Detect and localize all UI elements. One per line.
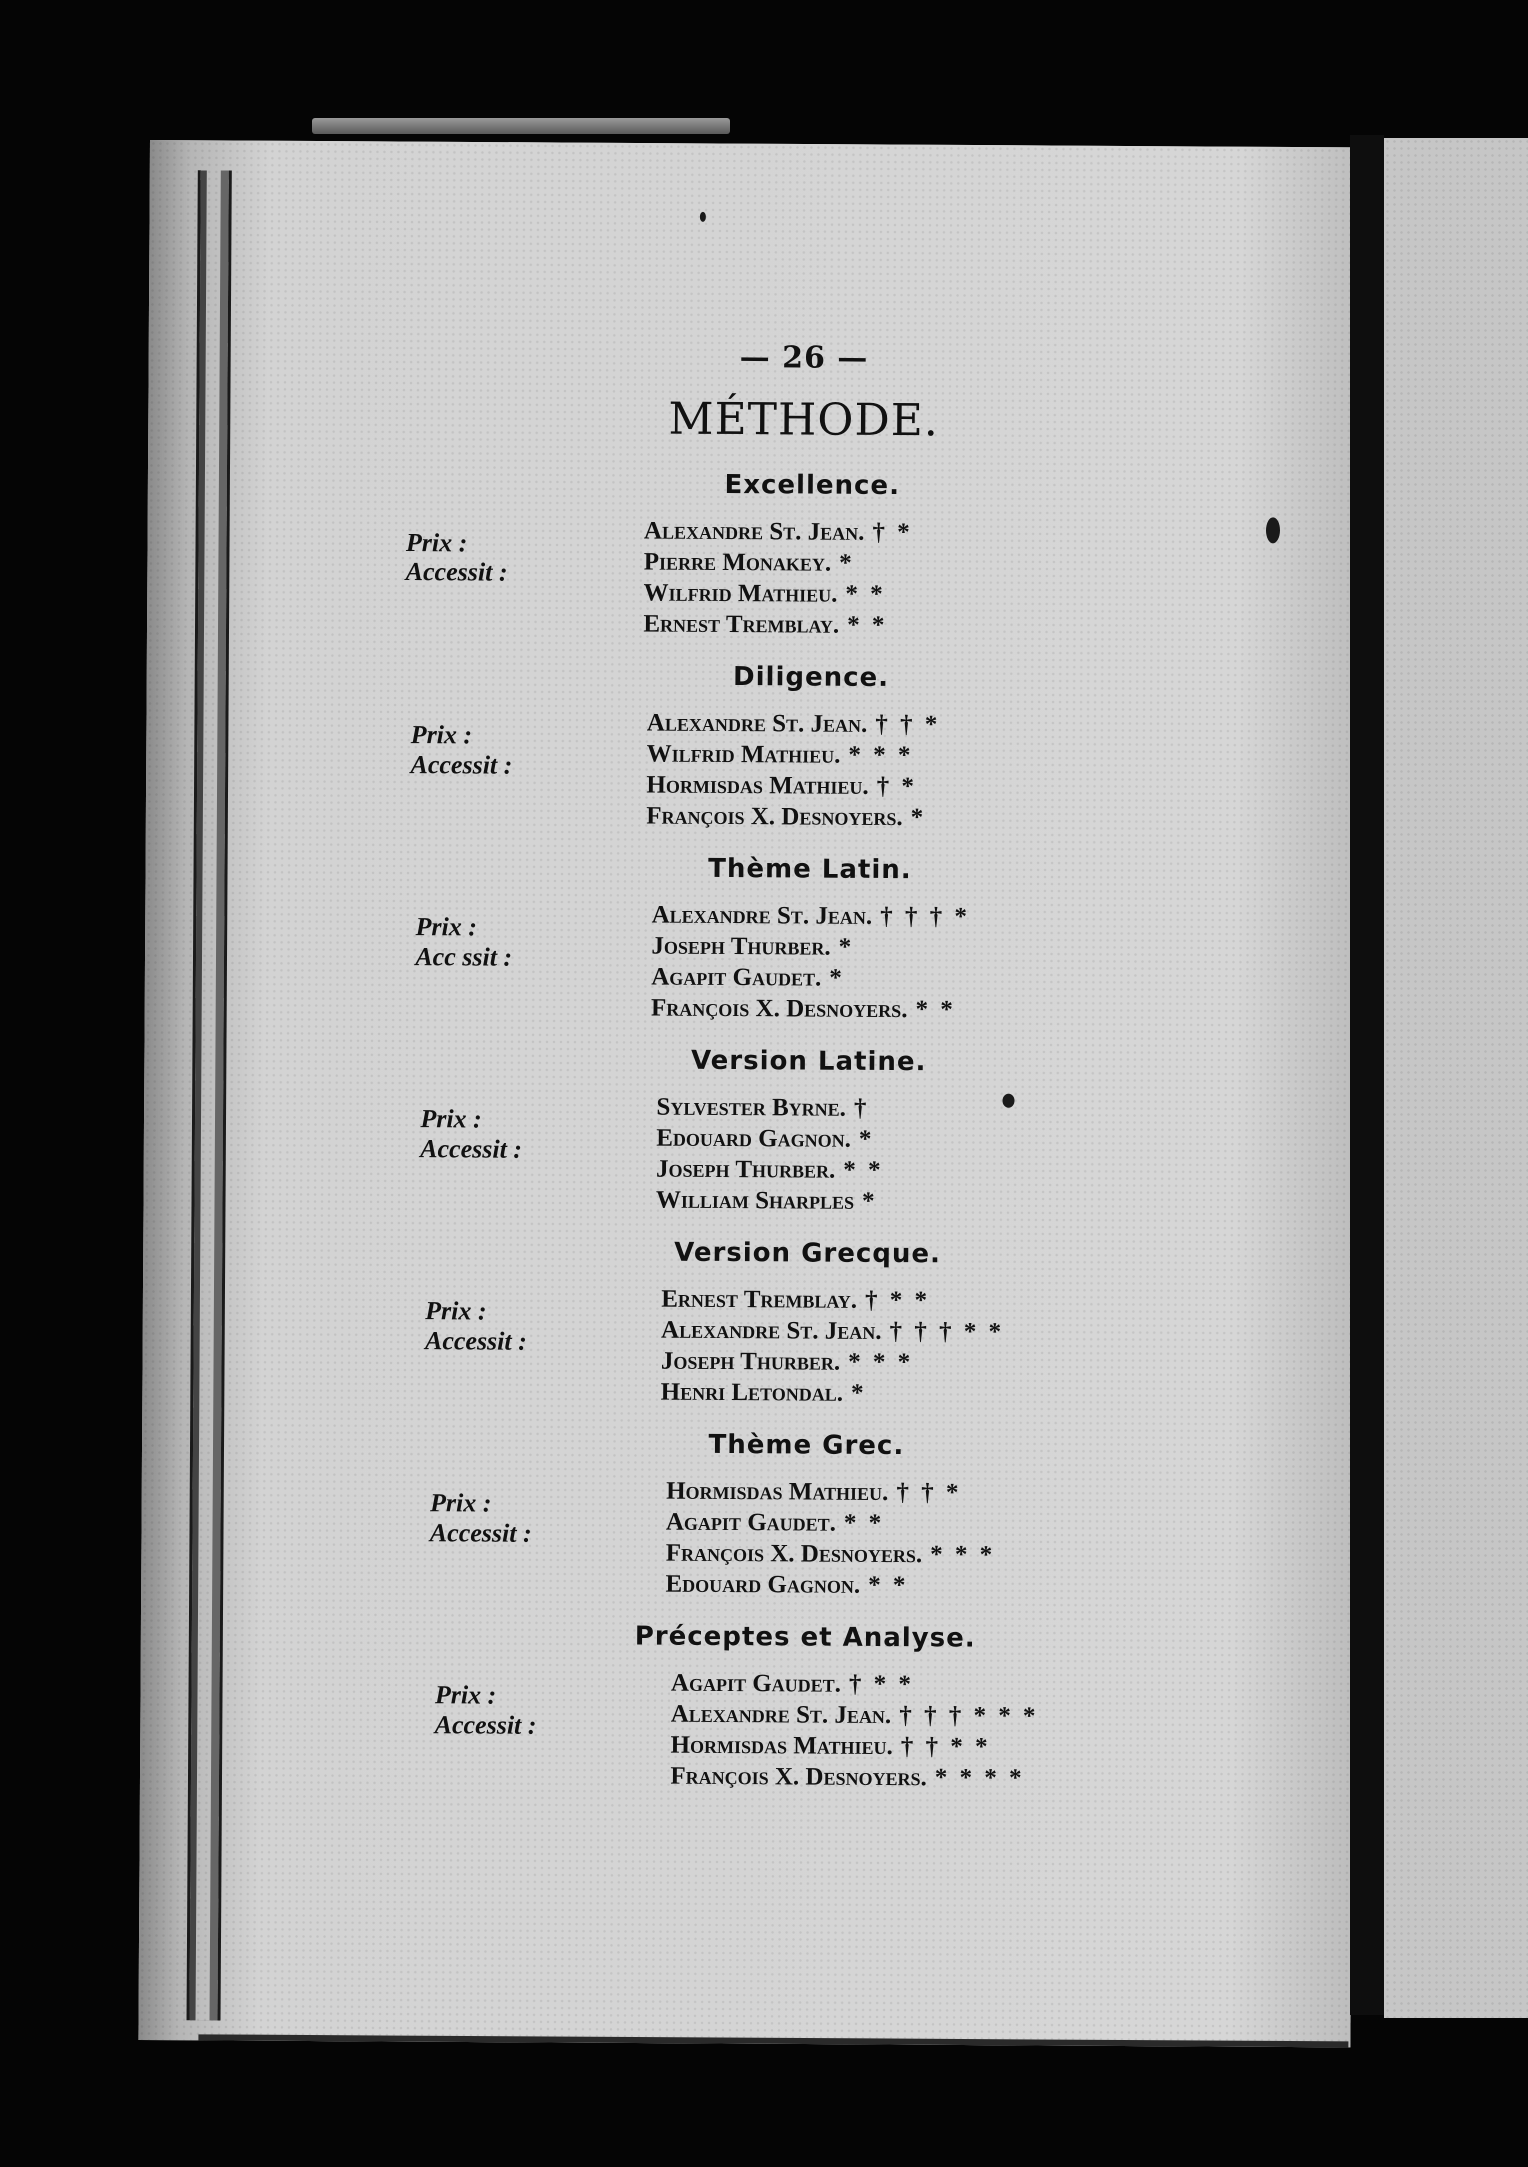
- section-heading: Version Grecque.: [674, 1237, 942, 1270]
- award-marks: *: [858, 1125, 875, 1153]
- award-marks: † † † * * *: [899, 1702, 1039, 1730]
- list-item: [671, 1670, 1039, 1703]
- section-heading: Thème Latin.: [708, 853, 912, 886]
- list-item: [670, 1763, 1038, 1796]
- student-name: Alexandre St. Jean.: [651, 901, 873, 930]
- award-marks: †: [853, 1094, 870, 1122]
- award-marks: * *: [843, 1509, 885, 1537]
- award-marks: *: [861, 1187, 878, 1215]
- award-marks: * *: [868, 1571, 909, 1600]
- list-item: [666, 1478, 996, 1511]
- award-marks: † † *: [875, 710, 941, 739]
- award-marks: *: [910, 804, 927, 832]
- award-marks: † *: [876, 772, 918, 801]
- accessit-label: Accessit :: [405, 557, 508, 587]
- ink-speck: [700, 212, 706, 222]
- section-heading: Préceptes et Analyse.: [634, 1621, 976, 1654]
- student-name: Ernest Tremblay.: [643, 610, 840, 639]
- award-marks: † † † * *: [889, 1318, 1005, 1346]
- prize-label: Prix :: [434, 1680, 497, 1710]
- award-marks: *: [839, 549, 855, 577]
- student-name: Wilfrid Mathieu.: [643, 579, 838, 608]
- entry-list: [670, 1670, 1038, 1796]
- student-name: Alexandre St. Jean.: [661, 1316, 882, 1345]
- student-name: Sylvester Byrne.: [656, 1093, 847, 1122]
- list-item: [670, 1732, 1038, 1765]
- page-number: — 26 —: [739, 340, 869, 376]
- award-marks: * * * *: [934, 1764, 1025, 1792]
- entry-list: [651, 902, 970, 1028]
- student-name: Edouard Gagnon.: [665, 1570, 861, 1599]
- student-name: Agapit Gaudet.: [670, 1669, 842, 1698]
- student-name: Agapit Gaudet.: [665, 1508, 837, 1537]
- student-name: Hormisdas Mathieu.: [646, 771, 869, 800]
- ink-speck: [1002, 1094, 1014, 1108]
- list-item: [651, 995, 969, 1028]
- list-item: [665, 1571, 995, 1604]
- student-name: Alexandre St. Jean.: [646, 709, 868, 738]
- prize-label: Prix :: [410, 720, 473, 750]
- prize-label: Prix :: [425, 1296, 487, 1326]
- accessit-label: Accessit :: [429, 1518, 532, 1548]
- list-item: [646, 803, 940, 836]
- section-heading: Diligence.: [733, 662, 890, 693]
- prize-label: Prix :: [420, 1104, 482, 1134]
- award-marks: † † † *: [880, 902, 970, 931]
- ink-speck: [1266, 517, 1280, 543]
- prize-label: Prix :: [429, 1488, 492, 1518]
- section-heading: Thème Grec.: [708, 1429, 905, 1462]
- student-name: François X. Desnoyers.: [670, 1762, 927, 1792]
- entry-list: [643, 517, 912, 643]
- entry-list: [646, 710, 940, 836]
- student-name: Wilfrid Mathieu.: [646, 740, 841, 769]
- student-name: William Sharples: [655, 1186, 855, 1215]
- award-marks: * *: [843, 1156, 884, 1184]
- list-item: [671, 1701, 1039, 1734]
- student-name: Joseph Thurber.: [656, 1155, 836, 1184]
- accessit-label: Accessit :: [424, 1326, 527, 1356]
- award-marks: * *: [845, 580, 886, 608]
- award-marks: † † * *: [900, 1733, 991, 1761]
- list-item: [661, 1286, 1004, 1319]
- award-marks: † * *: [864, 1286, 931, 1315]
- list-item: [656, 1187, 884, 1219]
- student-name: François X. Desnoyers.: [665, 1539, 923, 1569]
- student-name: Joseph Thurber.: [651, 932, 831, 961]
- award-marks: * *: [915, 996, 956, 1024]
- student-name: Alexandre St. Jean.: [643, 517, 865, 546]
- award-marks: *: [838, 933, 855, 961]
- list-item: [656, 1156, 884, 1188]
- list-item: [651, 933, 969, 966]
- student-name: Agapit Gaudet.: [651, 963, 822, 992]
- list-item: [643, 579, 912, 612]
- list-item: [651, 964, 969, 997]
- entry-list: [665, 1478, 995, 1604]
- section-heading: Version Latine.: [690, 1045, 927, 1078]
- list-item: [661, 1348, 1004, 1381]
- award-marks: † † *: [896, 1479, 962, 1507]
- accessit-label: Accessit :: [410, 750, 513, 780]
- list-item: [644, 548, 913, 581]
- student-name: Pierre Monakey.: [643, 548, 832, 577]
- award-marks: * * *: [848, 1348, 914, 1377]
- list-item: [643, 610, 912, 643]
- accessit-label: Accessit :: [434, 1710, 537, 1740]
- student-name: Edouard Gagnon.: [656, 1124, 851, 1153]
- accessit-label: Acc ssit :: [415, 942, 513, 972]
- prize-label: Prix :: [415, 912, 478, 942]
- list-item: [656, 1094, 884, 1126]
- entry-list: [661, 1286, 1005, 1412]
- student-name: Hormisdas Mathieu.: [666, 1477, 889, 1507]
- student-name: François X. Desnoyers.: [650, 994, 908, 1024]
- list-item: [647, 741, 941, 774]
- student-name: Alexandre St. Jean.: [670, 1700, 892, 1730]
- section-heading: Excellence.: [724, 469, 901, 502]
- list-item: [661, 1317, 1004, 1350]
- list-item: [647, 710, 941, 743]
- award-marks: *: [850, 1379, 867, 1407]
- list-item: [652, 902, 970, 935]
- list-item: [646, 772, 940, 805]
- award-marks: † * *: [848, 1670, 915, 1699]
- award-marks: * * *: [848, 741, 914, 770]
- list-item: [666, 1540, 996, 1573]
- award-marks: * * *: [930, 1541, 996, 1569]
- award-marks: * *: [847, 611, 888, 639]
- prize-label: Prix :: [405, 528, 468, 558]
- award-marks: *: [829, 964, 845, 992]
- student-name: Hormisdas Mathieu.: [670, 1731, 893, 1761]
- student-name: Joseph Thurber.: [660, 1347, 841, 1376]
- student-name: François X. Desnoyers.: [646, 802, 903, 832]
- list-item: [661, 1379, 1004, 1412]
- list-item: [656, 1125, 884, 1157]
- entry-list: [656, 1094, 884, 1219]
- list-item: [666, 1509, 996, 1542]
- list-item: [644, 517, 913, 550]
- student-name: Henri Letondal.: [660, 1378, 844, 1407]
- page-title: MÉTHODE.: [668, 393, 939, 447]
- student-name: Ernest Tremblay.: [661, 1285, 858, 1314]
- award-marks: † *: [872, 518, 913, 547]
- accessit-label: Accessit :: [420, 1134, 523, 1164]
